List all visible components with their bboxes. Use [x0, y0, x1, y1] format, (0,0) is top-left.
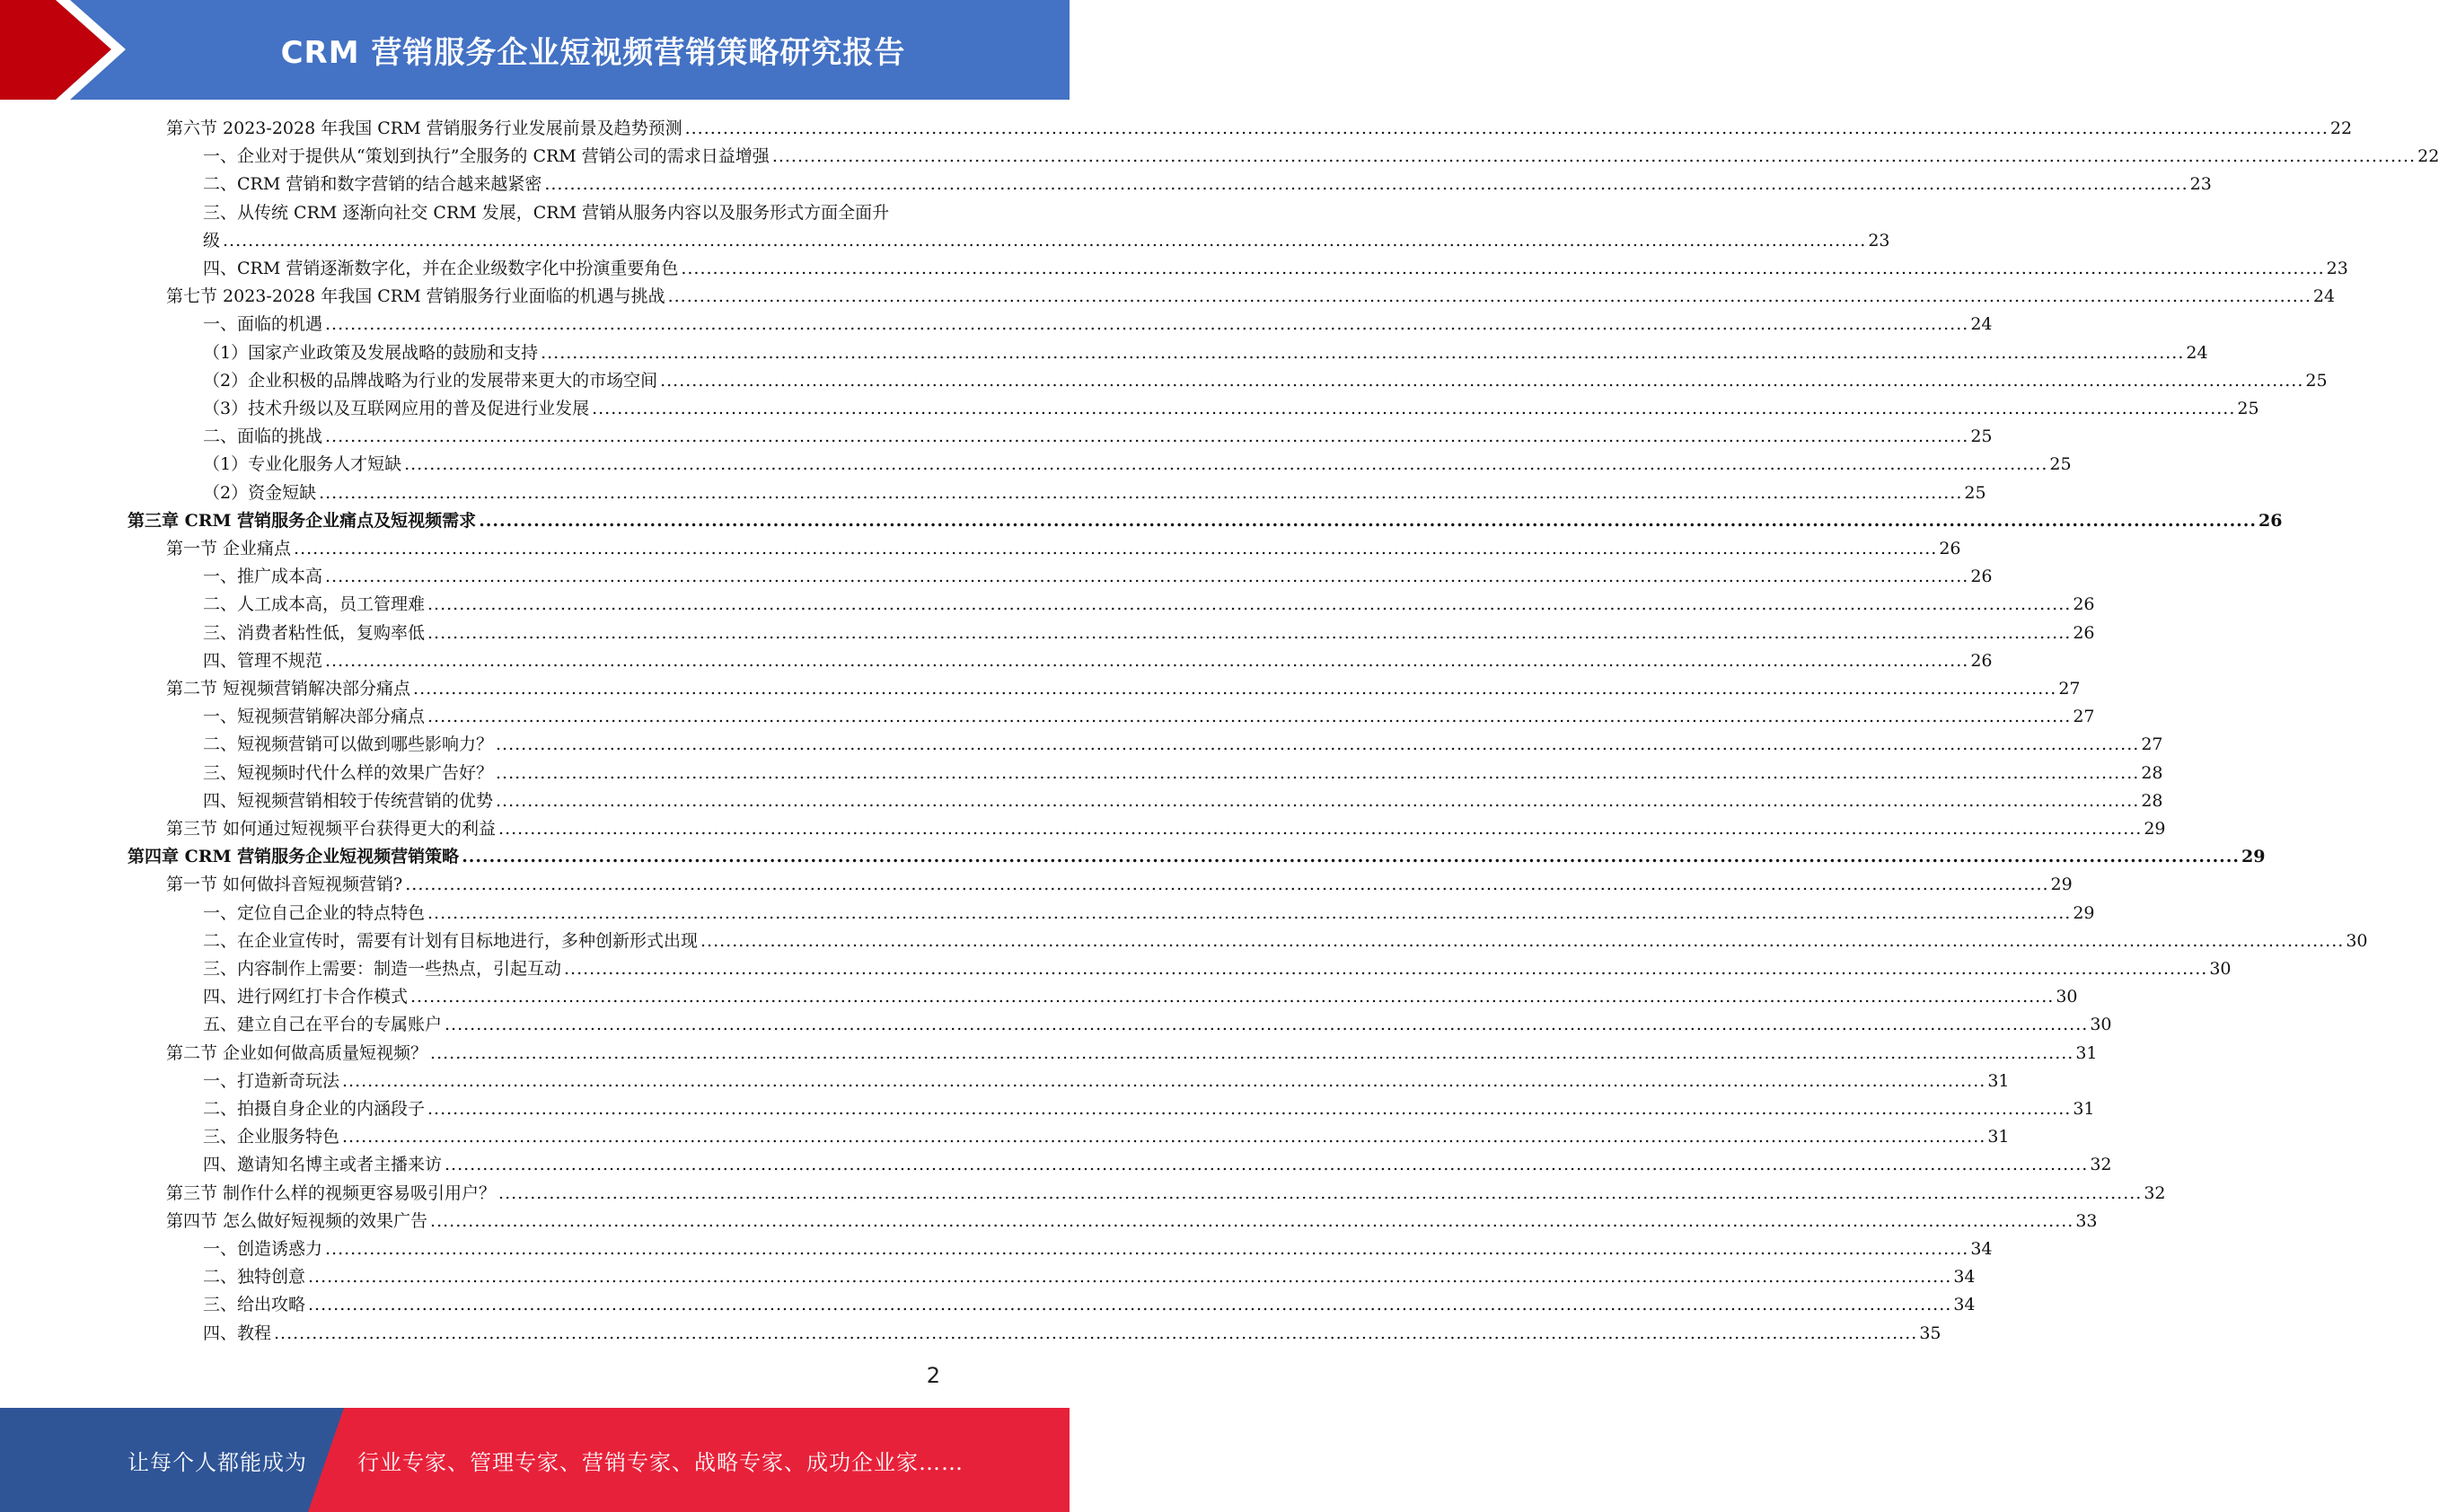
toc-entry-page: 26: [1939, 539, 1961, 558]
toc-subsection-entry[interactable]: [203, 1235, 1993, 1263]
toc-leader-dots: ....................................................................................................................................................................................................................................................................: [496, 734, 2140, 754]
toc-entry-page: 34: [1953, 1295, 1976, 1314]
toc-entry-page: 26: [2258, 511, 2283, 531]
toc-subsection-entry[interactable]: [203, 703, 2095, 731]
toc-leader-dots: ....................................................................................................................................................................................................................................................................: [541, 343, 2185, 363]
toc-entry-page: 30: [2090, 1015, 2112, 1034]
toc-subsection-entry[interactable]: [203, 731, 2163, 759]
toc-subsection-entry[interactable]: [203, 1011, 2112, 1039]
toc-entry-page: 29: [2241, 847, 2266, 866]
toc-subsection-entry[interactable]: [203, 171, 2212, 198]
toc-chapter-entry[interactable]: [128, 507, 2283, 535]
toc-entry-page: 26: [1970, 567, 1993, 586]
toc-entry-title: 第四节 怎么做好短视频的效果广告: [166, 1211, 428, 1231]
toc-section-entry[interactable]: [166, 283, 2336, 311]
toc-chapter-entry[interactable]: [128, 843, 2266, 871]
toc-leader-dots: ....................................................................................................................................................................................................................................................................: [430, 1211, 2074, 1231]
toc-subsection-entry[interactable]: [203, 1151, 2112, 1179]
toc-leader-dots: ....................................................................................................................................................................................................................................................................: [274, 1323, 1918, 1343]
toc-section-entry[interactable]: [166, 675, 2081, 703]
toc-subsection-entry[interactable]: [203, 647, 1993, 675]
toc-subsection-entry[interactable]: [203, 900, 2095, 927]
toc-section-entry[interactable]: [166, 1040, 2098, 1068]
toc-entry-page: 31: [1987, 1127, 2010, 1147]
toc-entry-title: 一、定位自己企业的特点特色: [203, 903, 426, 923]
toc-entry-page: 25: [2049, 454, 2072, 474]
toc-leader-dots: ....................................................................................................................................................................................................................................................................: [430, 1043, 2074, 1063]
toc-entry-page: 24: [1970, 314, 1993, 334]
toc-subsection-entry[interactable]: [203, 1068, 2010, 1095]
toc-entry-title: 三、内容制作上需要：制造一些热点，引起互动: [203, 959, 562, 979]
toc-entry-title: 二、面临的挑战: [203, 426, 323, 446]
toc-entry-page: 27: [2141, 734, 2163, 754]
toc-entry-page: 31: [1987, 1071, 2010, 1091]
toc-subsection-entry[interactable]: [203, 255, 2348, 283]
toc-entry-page: 28: [2141, 763, 2163, 783]
toc-entry-page: 30: [2056, 987, 2078, 1007]
toc-leader-dots: ....................................................................................................................................................................................................................................................................: [342, 1127, 1986, 1147]
toc-entry-title: 四、CRM 营销逐渐数字化，并在企业级数字化中扮演重要角色: [203, 259, 679, 278]
toc-entry-page: 29: [2144, 819, 2166, 839]
toc-leader-dots: ....................................................................................................................................................................................................................................................................: [325, 426, 1969, 446]
toc-subsection-entry[interactable]: [203, 451, 2072, 479]
toc-entry-title: 三、从传统 CRM 逐渐向社交 CRM 发展，CRM 营销从服务内容以及服务形式方面全面升: [203, 203, 890, 223]
toc-leader-dots: ....................................................................................................................................................................................................................................................................: [413, 679, 2057, 699]
toc-entry-title: 二、人工成本高，员工管理难: [203, 594, 426, 614]
toc-entry-title: 三、短视频时代什么样的效果广告好？: [203, 763, 494, 783]
toc-subsection-entry[interactable]: [203, 1095, 2095, 1123]
report-title: CRM 营销服务企业短视频营销策略研究报告: [280, 35, 906, 71]
toc-entry-title: 一、短视频营销解决部分痛点: [203, 707, 426, 726]
toc-subsection-entry[interactable]: [203, 1123, 2010, 1151]
toc-entry-title: 三、企业服务特色: [203, 1127, 340, 1147]
toc-leader-dots: ....................................................................................................................................................................................................................................................................: [564, 959, 2208, 979]
toc-leader-dots: ....................................................................................................................................................................................................................................................................: [308, 1267, 1952, 1287]
toc-entry-page: 22: [2417, 146, 2439, 166]
toc-entry-page: 31: [2075, 1043, 2098, 1063]
toc-entry-page: 23: [2189, 174, 2212, 194]
toc-leader-dots: ....................................................................................................................................................................................................................................................................: [404, 454, 2048, 474]
toc-entry-title: 级: [203, 231, 221, 251]
toc-subsection-entry[interactable]: [203, 311, 1993, 338]
toc-entry-page: 25: [2305, 371, 2328, 391]
toc-entry-page: 30: [2209, 959, 2232, 979]
toc-leader-dots: ....................................................................................................................................................................................................................................................................: [660, 371, 2304, 391]
toc-subsection-entry[interactable]: [203, 227, 1890, 255]
toc-entry-page: 26: [2073, 594, 2095, 614]
toc-leader-dots: ....................................................................................................................................................................................................................................................................: [325, 1239, 1969, 1259]
toc-subsection-entry[interactable]: [203, 1320, 1942, 1348]
toc-entry-title: 一、企业对于提供从“策划到执行”全服务的 CRM 营销公司的需求日益增强: [203, 146, 770, 166]
toc-leader-dots: ....................................................................................................................................................................................................................................................................: [308, 1295, 1952, 1314]
toc-leader-dots: ....................................................................................................................................................................................................................................................................: [498, 1183, 2143, 1203]
toc-leader-dots: ....................................................................................................................................................................................................................................................................: [405, 875, 2049, 894]
toc-section-entry[interactable]: [166, 871, 2073, 899]
toc-entry-page: 26: [1970, 651, 1993, 671]
footer-slogan: 让每个人都能成为: [128, 1449, 307, 1475]
toc-subsection-entry[interactable]: [203, 1263, 1976, 1291]
toc-entry-title: 第二节 短视频营销解决部分痛点: [166, 679, 411, 699]
toc-entry-title: 第一节 如何做抖音短视频营销?: [166, 875, 403, 894]
toc-leader-dots: ....................................................................................................................................................................................................................................................................: [427, 903, 2072, 923]
toc-entry-title: 二、CRM 营销和数字营销的结合越来越紧密: [203, 174, 542, 194]
toc-leader-dots: ....................................................................................................................................................................................................................................................................: [427, 707, 2072, 726]
toc-leader-dots: ....................................................................................................................................................................................................................................................................: [325, 567, 1969, 586]
toc-leader-dots: ....................................................................................................................................................................................................................................................................: [319, 483, 1963, 503]
toc-entry-title: （1）国家产业政策及发展战略的鼓励和支持: [203, 343, 539, 363]
toc-entry-title: 第一节 企业痛点: [166, 539, 292, 558]
toc-entry-title: 四、管理不规范: [203, 651, 323, 671]
toc-entry-page: 29: [2050, 875, 2073, 894]
toc-entry-page: 22: [2329, 119, 2353, 138]
toc-entry-page: 28: [2141, 791, 2163, 811]
toc-section-entry[interactable]: [166, 815, 2166, 843]
toc-entry-title: 第三节 如何通过短视频平台获得更大的利益: [166, 819, 497, 839]
toc-entry-title: 四、进行网红打卡合作模式: [203, 987, 409, 1007]
toc-entry-title: 第二节 企业如何做高质量短视频？: [166, 1043, 428, 1063]
toc-entry-page: 29: [2073, 903, 2095, 923]
toc-entry-title: 三、给出攻略: [203, 1295, 306, 1314]
toc-subsection-entry[interactable]: [203, 1291, 1976, 1319]
toc-entry-title: 一、打造新奇玩法: [203, 1071, 340, 1091]
toc-leader-dots: ....................................................................................................................................................................................................................................................................: [667, 286, 2311, 306]
toc-entry-title: 二、在企业宣传时，需要有计划有目标地进行，多种创新形式出现: [203, 931, 699, 951]
toc-leader-dots: ....................................................................................................................................................................................................................................................................: [496, 791, 2140, 811]
toc-leader-dots: ....................................................................................................................................................................................................................................................................: [592, 399, 2236, 418]
toc-entry-title: 一、创造诱惑力: [203, 1239, 323, 1259]
toc-entry-title: 五、建立自己在平台的专属账户: [203, 1015, 443, 1034]
toc-section-entry[interactable]: [166, 1180, 2166, 1208]
toc-entry-page: 25: [1970, 426, 1993, 446]
toc-leader-dots: ....................................................................................................................................................................................................................................................................: [427, 594, 2072, 614]
toc-entry-page: 35: [1919, 1323, 1942, 1343]
toc-entry-page: 34: [1970, 1239, 1993, 1259]
toc-leader-dots: ....................................................................................................................................................................................................................................................................: [410, 987, 2055, 1007]
toc-leader-dots: ....................................................................................................................................................................................................................................................................: [498, 819, 2143, 839]
toc-subsection-entry[interactable]: [203, 927, 2368, 955]
toc-entry-page: 32: [2144, 1183, 2166, 1203]
toc-entry-title: 第七节 2023-2028 年我国 CRM 营销服务行业面临的机遇与挑战: [166, 286, 665, 306]
footer-roles: 行业专家、管理专家、营销专家、战略专家、成功企业家……: [357, 1449, 964, 1475]
toc-entry-title: 第四章 CRM 营销服务企业短视频营销策略: [128, 847, 460, 866]
toc-leader-dots: ....................................................................................................................................................................................................................................................................: [681, 259, 2325, 278]
toc-subsection-entry[interactable]: [203, 339, 2208, 367]
toc-entry-page: 32: [2090, 1155, 2112, 1174]
toc-entry-title: 二、独特创意: [203, 1267, 306, 1287]
toc-leader-dots: ....................................................................................................................................................................................................................................................................: [427, 1099, 2072, 1119]
toc-subsection-entry[interactable]: [203, 955, 2232, 983]
toc-leader-dots: ....................................................................................................................................................................................................................................................................: [427, 623, 2072, 643]
toc-leader-dots: ....................................................................................................................................................................................................................................................................: [445, 1155, 2089, 1174]
toc-entry-title: 一、推广成本高: [203, 567, 323, 586]
toc-subsection-entry[interactable]: [203, 983, 2078, 1011]
toc-entry-page: 24: [2312, 286, 2336, 306]
toc-entry-page: 31: [2073, 1099, 2095, 1119]
toc-section-entry[interactable]: [166, 1208, 2098, 1235]
toc-leader-dots: ....................................................................................................................................................................................................................................................................: [342, 1071, 1986, 1091]
toc-subsection-entry[interactable]: [203, 479, 1986, 507]
toc-leader-dots: ....................................................................................................................................................................................................................................................................: [700, 931, 2345, 951]
toc-subsection-entry[interactable]: [203, 760, 2163, 787]
toc-leader-dots: ....................................................................................................................................................................................................................................................................: [544, 174, 2188, 194]
toc-entry-title: 一、面临的机遇: [203, 314, 323, 334]
page-header: [0, 0, 1070, 100]
toc-section-entry[interactable]: [166, 115, 2353, 143]
toc-entry-title: （1）专业化服务人才短缺: [203, 454, 402, 474]
toc-subsection-entry[interactable]: [203, 423, 1993, 451]
toc-subsection-entry[interactable]: [203, 787, 2163, 815]
toc-entry-page: 26: [2073, 623, 2095, 643]
toc-subsection-entry[interactable]: [203, 395, 2259, 423]
toc-entry-page: 25: [1964, 483, 1986, 503]
toc-subsection-entry[interactable]: [203, 591, 2095, 619]
toc-entry-page: 25: [2237, 399, 2259, 418]
toc-entry-title: 第三节 制作什么样的视频更容易吸引用户？: [166, 1183, 497, 1203]
toc-subsection-entry[interactable]: [203, 199, 940, 227]
toc-leader-dots: ....................................................................................................................................................................................................................................................................: [325, 314, 1969, 334]
toc-entry-page: 24: [2186, 343, 2208, 363]
toc-subsection-entry[interactable]: [203, 563, 1993, 591]
page-footer: [0, 1408, 1070, 1512]
toc-entry-title: 四、教程: [203, 1323, 272, 1343]
toc-leader-dots: ....................................................................................................................................................................................................................................................................: [684, 119, 2329, 138]
toc-section-entry[interactable]: [166, 535, 1961, 563]
page-number: 2: [926, 1363, 940, 1388]
toc-leader-dots: ....................................................................................................................................................................................................................................................................: [445, 1015, 2089, 1034]
toc-entry-title: 二、拍摄自身企业的内涵段子: [203, 1099, 426, 1119]
toc-entry-title: （2）企业积极的品牌战略为行业的发展带来更大的市场空间: [203, 371, 658, 391]
toc-entry-page: 27: [2058, 679, 2081, 699]
toc-entry-title: 二、短视频营销可以做到哪些影响力？: [203, 734, 494, 754]
toc-entry-page: 30: [2346, 931, 2368, 951]
toc-entry-title: 三、消费者粘性低，复购率低: [203, 623, 426, 643]
toc-subsection-entry[interactable]: [203, 367, 2328, 395]
toc-entry-page: 27: [2073, 707, 2095, 726]
toc-leader-dots: ....................................................................................................................................................................................................................................................................: [462, 847, 2241, 866]
toc-entry-title: 第六节 2023-2028 年我国 CRM 营销服务行业发展前景及趋势预测: [166, 119, 682, 138]
toc-subsection-entry[interactable]: [203, 143, 2439, 171]
toc-entry-title: 四、邀请知名博主或者主播来访: [203, 1155, 443, 1174]
toc-leader-dots: ....................................................................................................................................................................................................................................................................: [771, 146, 2417, 166]
red-chevron-icon: [0, 0, 144, 100]
toc-entry-page: 23: [2326, 259, 2348, 278]
toc-leader-dots: ....................................................................................................................................................................................................................................................................: [223, 231, 1867, 251]
toc-leader-dots: ....................................................................................................................................................................................................................................................................: [325, 651, 1969, 671]
toc-entry-title: （2）资金短缺: [203, 483, 317, 503]
toc-entry-title: （3）技术升级以及互联网应用的普及促进行业发展: [203, 399, 590, 418]
toc-entry-title: 第三章 CRM 营销服务企业痛点及短视频需求: [128, 511, 477, 531]
toc-leader-dots: ....................................................................................................................................................................................................................................................................: [294, 539, 1938, 558]
toc-entry-page: 34: [1953, 1267, 1976, 1287]
toc-entry-page: 33: [2075, 1211, 2098, 1231]
toc-leader-dots: ....................................................................................................................................................................................................................................................................: [479, 511, 2258, 531]
toc-entry-title: 四、短视频营销相较于传统营销的优势: [203, 791, 494, 811]
toc-entry-page: 23: [1868, 231, 1890, 251]
toc-leader-dots: ....................................................................................................................................................................................................................................................................: [496, 763, 2140, 783]
toc-subsection-entry[interactable]: [203, 620, 2095, 647]
